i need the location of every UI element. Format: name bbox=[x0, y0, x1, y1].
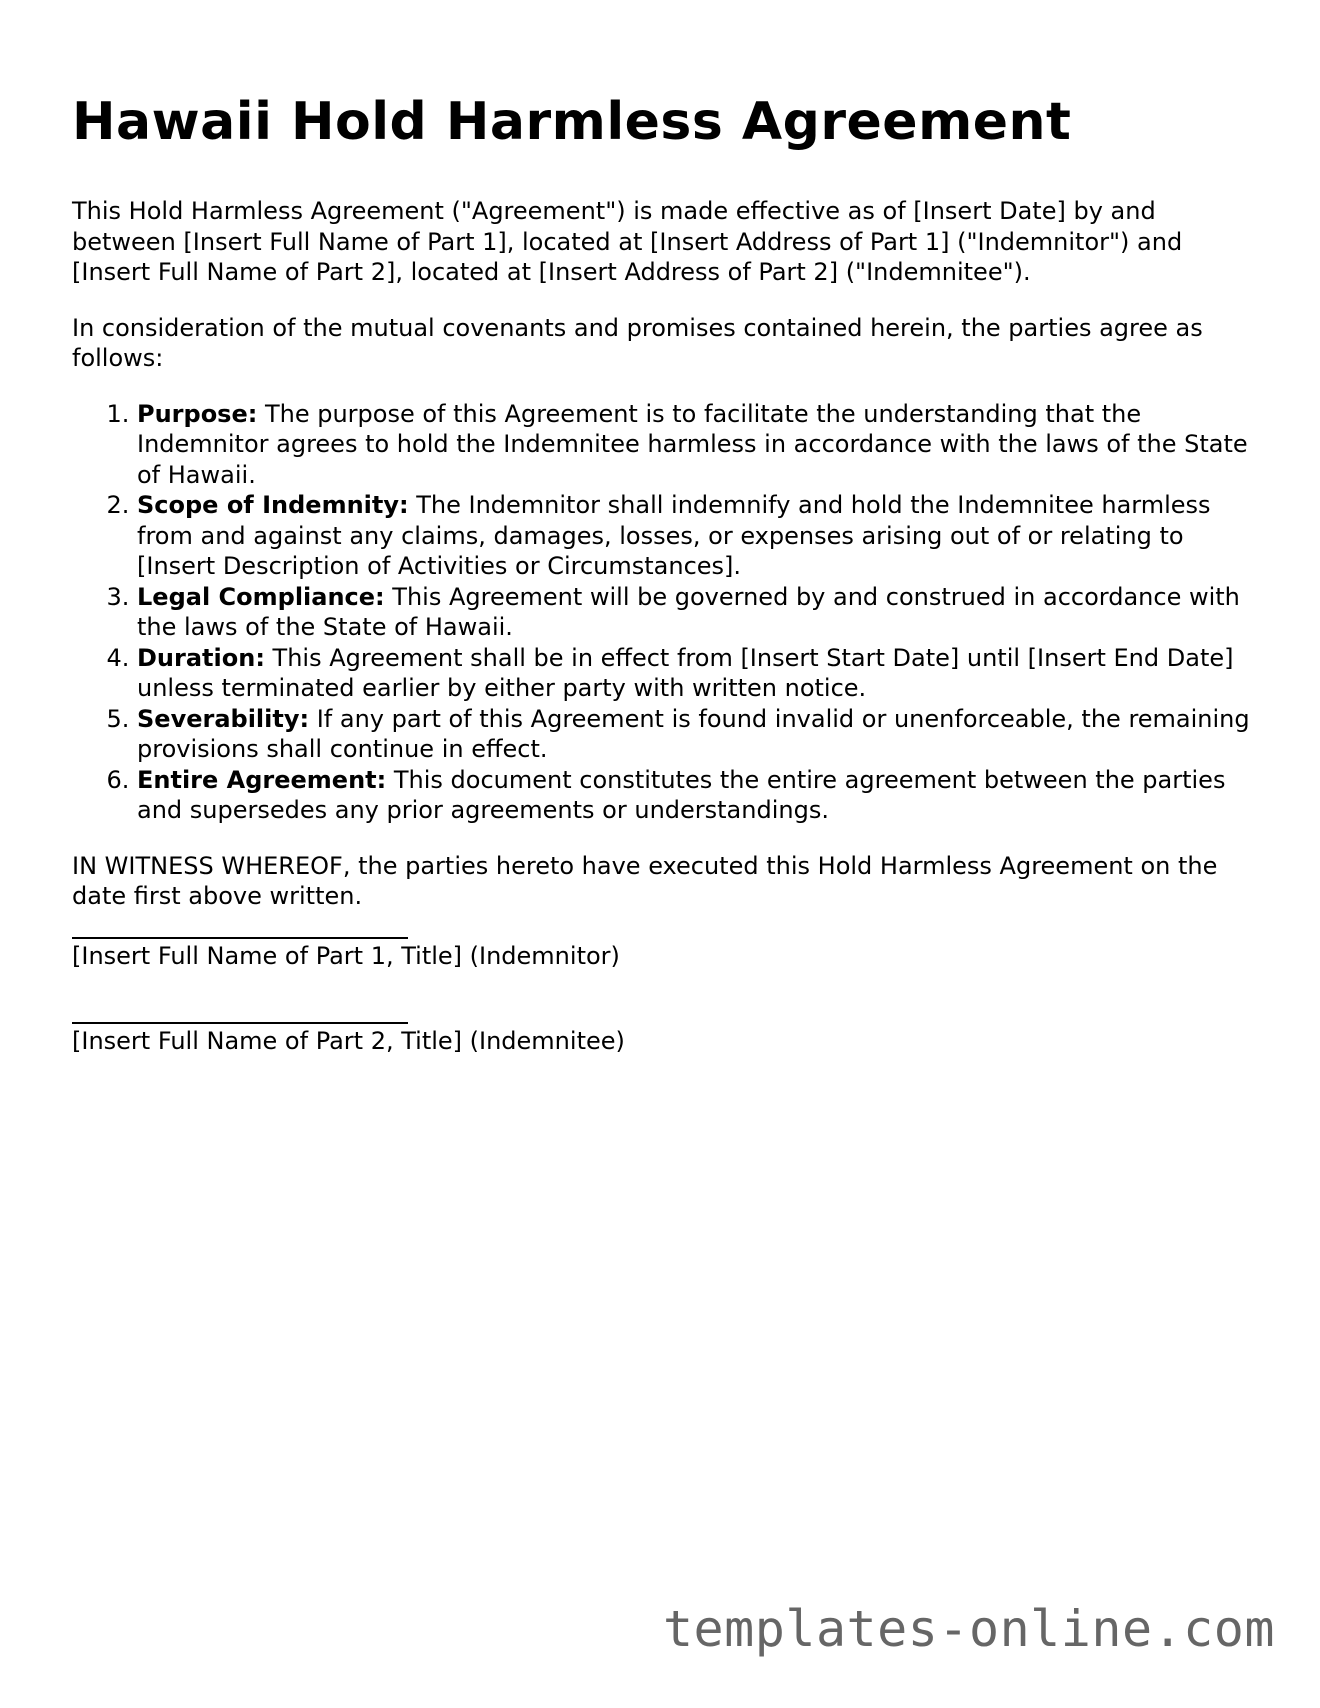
clause-text: This Agreement shall be in effect from [Insert Start Date] until [Insert End Date] unless terminated earlier by either party with written notice. bbox=[137, 643, 1234, 702]
signature-line-indemnitor bbox=[72, 937, 408, 939]
clause-text: This document constitutes the entire agreement between the parties and supersedes any prior agreements or understandings. bbox=[137, 765, 1226, 824]
document-title: Hawaii Hold Harmless Agreement bbox=[72, 92, 1072, 152]
clause-item-severability bbox=[137, 704, 1252, 765]
signature-label-indemnitor: [Insert Full Name of Part 1, Title] (Indemnitor) bbox=[72, 941, 620, 970]
intro-paragraph: This Hold Harmless Agreement ("Agreement") is made effective as of [Insert Date] by and between [Insert Full Name of Part 1], located at [Insert Address of Part 1] ("Indemnitor") and [Insert Full Name of Part 2], located at [Insert Address of Part 2] ("Indemnitee"). bbox=[72, 197, 1183, 286]
document-page bbox=[72, 0, 1252, 1057]
witness-paragraph: IN WITNESS WHEREOF, the parties hereto have executed this Hold Harmless Agreement on the date first above written. bbox=[72, 851, 1218, 910]
clause-item-duration bbox=[137, 643, 1252, 704]
clause-item-purpose bbox=[137, 399, 1252, 491]
clause-heading: Severability: bbox=[137, 704, 310, 733]
clause-heading: Duration: bbox=[137, 643, 265, 672]
watermark-text: templates-online.com bbox=[662, 1600, 1275, 1658]
clauses-list bbox=[72, 399, 1252, 826]
clause-heading: Legal Compliance: bbox=[137, 582, 385, 611]
clause-text: The Indemnitor shall indemnify and hold the Indemnitee harmless from and against any claims, damages, losses, or expenses arising out of or relating to [Insert Description of Activities or Circumstances]. bbox=[137, 491, 1211, 580]
clause-heading: Purpose: bbox=[137, 399, 258, 428]
clause-item-scope bbox=[137, 490, 1252, 582]
consideration-paragraph: In consideration of the mutual covenants and promises contained herein, the parties agree as follows: bbox=[72, 313, 1203, 372]
clause-text: The purpose of this Agreement is to facilitate the understanding that the Indemnitor agrees to hold the Indemnitee harmless in accordance with the laws of the State of Hawaii. bbox=[137, 399, 1248, 489]
clause-text: If any part of this Agreement is found invalid or unenforceable, the remaining provisions shall continue in effect. bbox=[137, 704, 1250, 763]
clause-item-compliance bbox=[137, 582, 1252, 643]
signature-block bbox=[72, 937, 1252, 1057]
clause-item-entire-agreement bbox=[137, 765, 1252, 826]
clause-heading: Scope of Indemnity: bbox=[137, 491, 409, 519]
clause-heading: Entire Agreement: bbox=[137, 765, 387, 794]
clause-text: This Agreement will be governed by and construed in accordance with the laws of the State of Hawaii. bbox=[137, 582, 1240, 641]
signature-label-indemnitee: [Insert Full Name of Part 2, Title] (Indemnitee) bbox=[72, 1027, 625, 1055]
signature-line-indemnitee bbox=[72, 1022, 408, 1024]
